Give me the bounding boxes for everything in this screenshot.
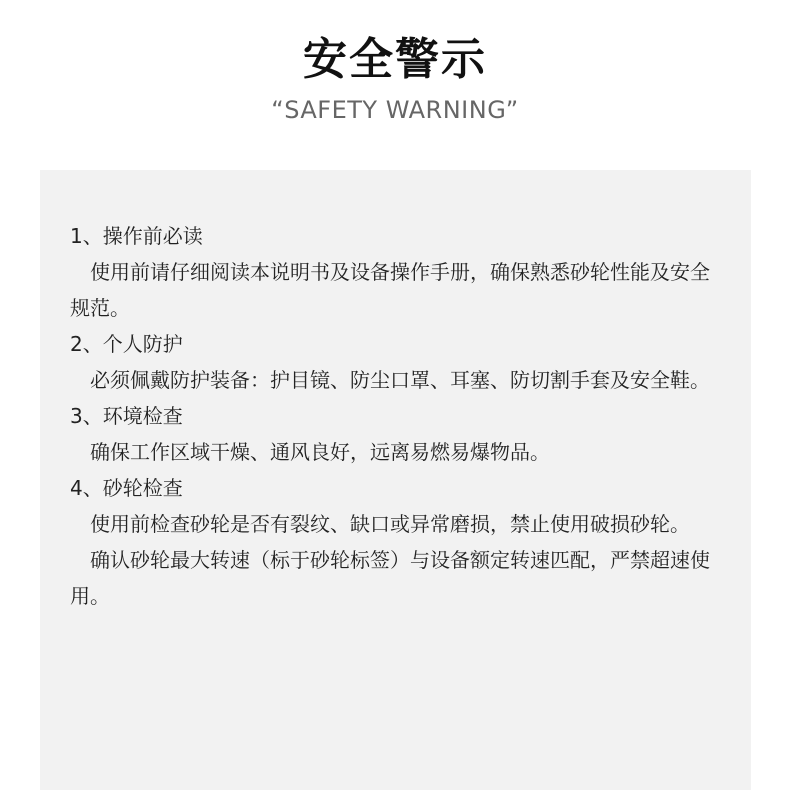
- section-text-wheel-speed: 确认砂轮最大转速（标于砂轮标签）与设备额定转速匹配，严禁超速使用。: [70, 548, 710, 608]
- warning-panel: [40, 170, 751, 790]
- section-heading-wheel-check: 4、砂轮检查: [70, 476, 183, 500]
- section-heading-environment: 3、环境检查: [70, 404, 183, 428]
- warning-content: [70, 218, 710, 614]
- section-text-operation: 使用前请仔细阅读本说明书及设备操作手册，确保熟悉砂轮性能及安全规范。: [70, 260, 710, 320]
- section-text-protection: 必须佩戴防护装备：护目镜、防尘口罩、耳塞、防切割手套及安全鞋。: [90, 368, 710, 392]
- section-heading-protection: 2、个人防护: [70, 332, 183, 356]
- section-heading-operation: 1、操作前必读: [70, 224, 203, 248]
- section-text-wheel-damage: 使用前检查砂轮是否有裂纹、缺口或异常磨损，禁止使用破损砂轮。: [90, 512, 690, 536]
- page-title: 安全警示: [303, 34, 487, 85]
- page-subtitle: “SAFETY WARNING”: [271, 96, 519, 124]
- section-text-environment: 确保工作区域干燥、通风良好，远离易燃易爆物品。: [90, 440, 550, 464]
